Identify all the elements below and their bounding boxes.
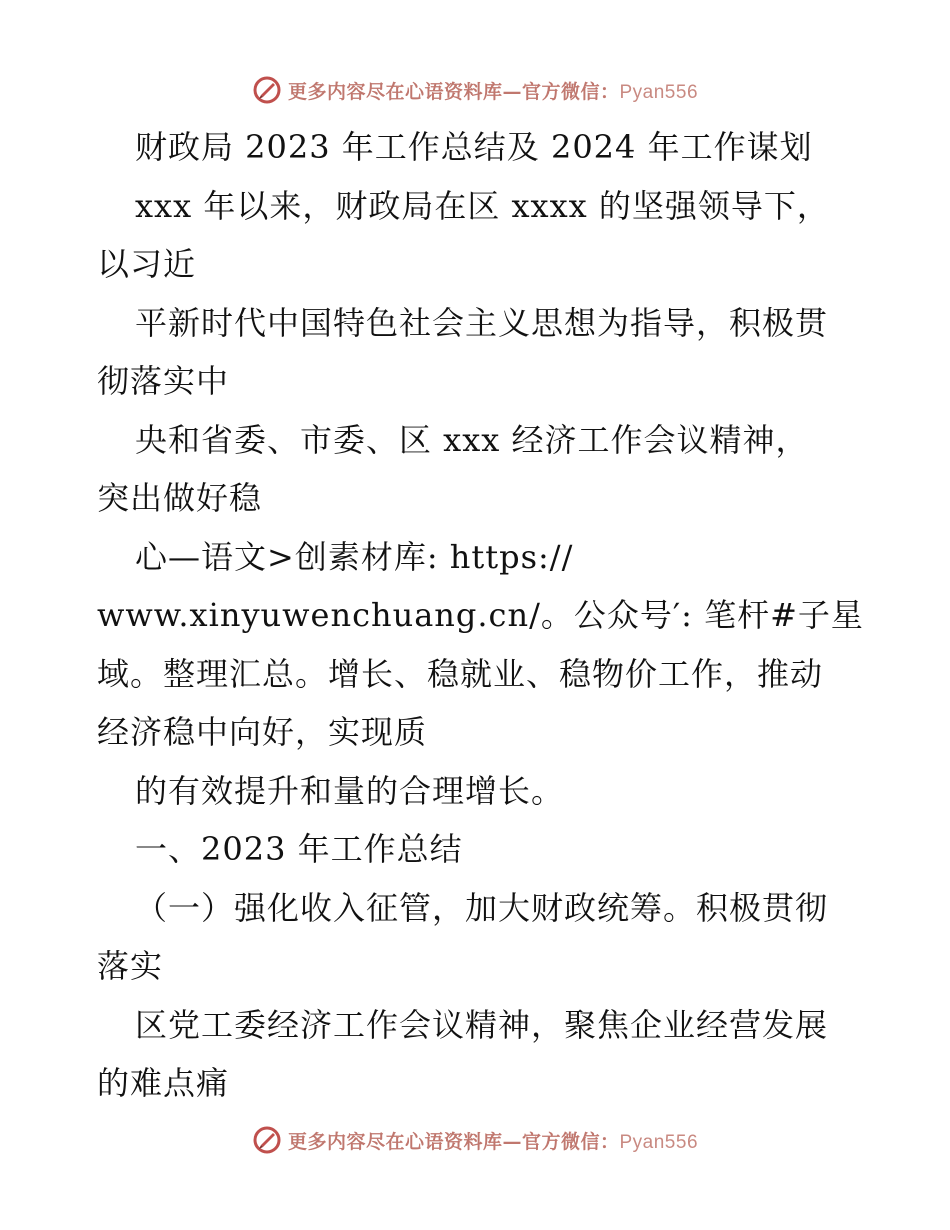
text-line: 突出做好稳 [97,479,263,517]
text-line: 财政局 2023 年工作总结及 2024 年工作谋划 [135,128,813,166]
watermark-text: 更多内容尽在心语资料库—官方微信：Pyan556 [287,1130,699,1153]
text-line: 经济稳中向好，实现质 [97,713,428,751]
text-line: 心—语文>创素材库: https:// [135,537,574,576]
text-line: www.xinyuwenchuang.cn/。公众号′: 笔杆#子星 [97,596,864,634]
text-line: 央和省委、市委、区 xxx 经济工作会议精神， [135,420,809,459]
text-line: 一、2023 年工作总结 [135,830,463,868]
text-line: 的难点痛 [97,1064,230,1102]
text-line: 域。整理汇总。增长、稳就业、稳物价工作，推动 [97,654,824,693]
text-line: 彻落实中 [97,362,230,400]
header-watermark [0,70,950,110]
text-line: （一）强化收入征管，加大财政统筹。积极贯彻 [135,888,829,927]
footer-watermark [0,1120,950,1160]
text-line: 平新时代中国特色社会主义思想为指导，积极贯 [135,303,829,342]
text-line: 以习近 [97,245,197,283]
text-line: 区党工委经济工作会议精神，聚焦企业经营发展 [135,1005,829,1044]
document-body [97,118,867,1113]
watermark-text: 更多内容尽在心语资料库—官方微信：Pyan556 [287,80,699,103]
watermark-logo-icon [252,75,282,105]
text-line: 落实 [97,947,164,985]
text-line: 的有效提升和量的合理增长。 [135,771,565,810]
text-line: xxx 年以来，财政局在区 xxxx 的坚强领导下， [135,186,830,225]
watermark-logo-icon [252,1125,282,1155]
